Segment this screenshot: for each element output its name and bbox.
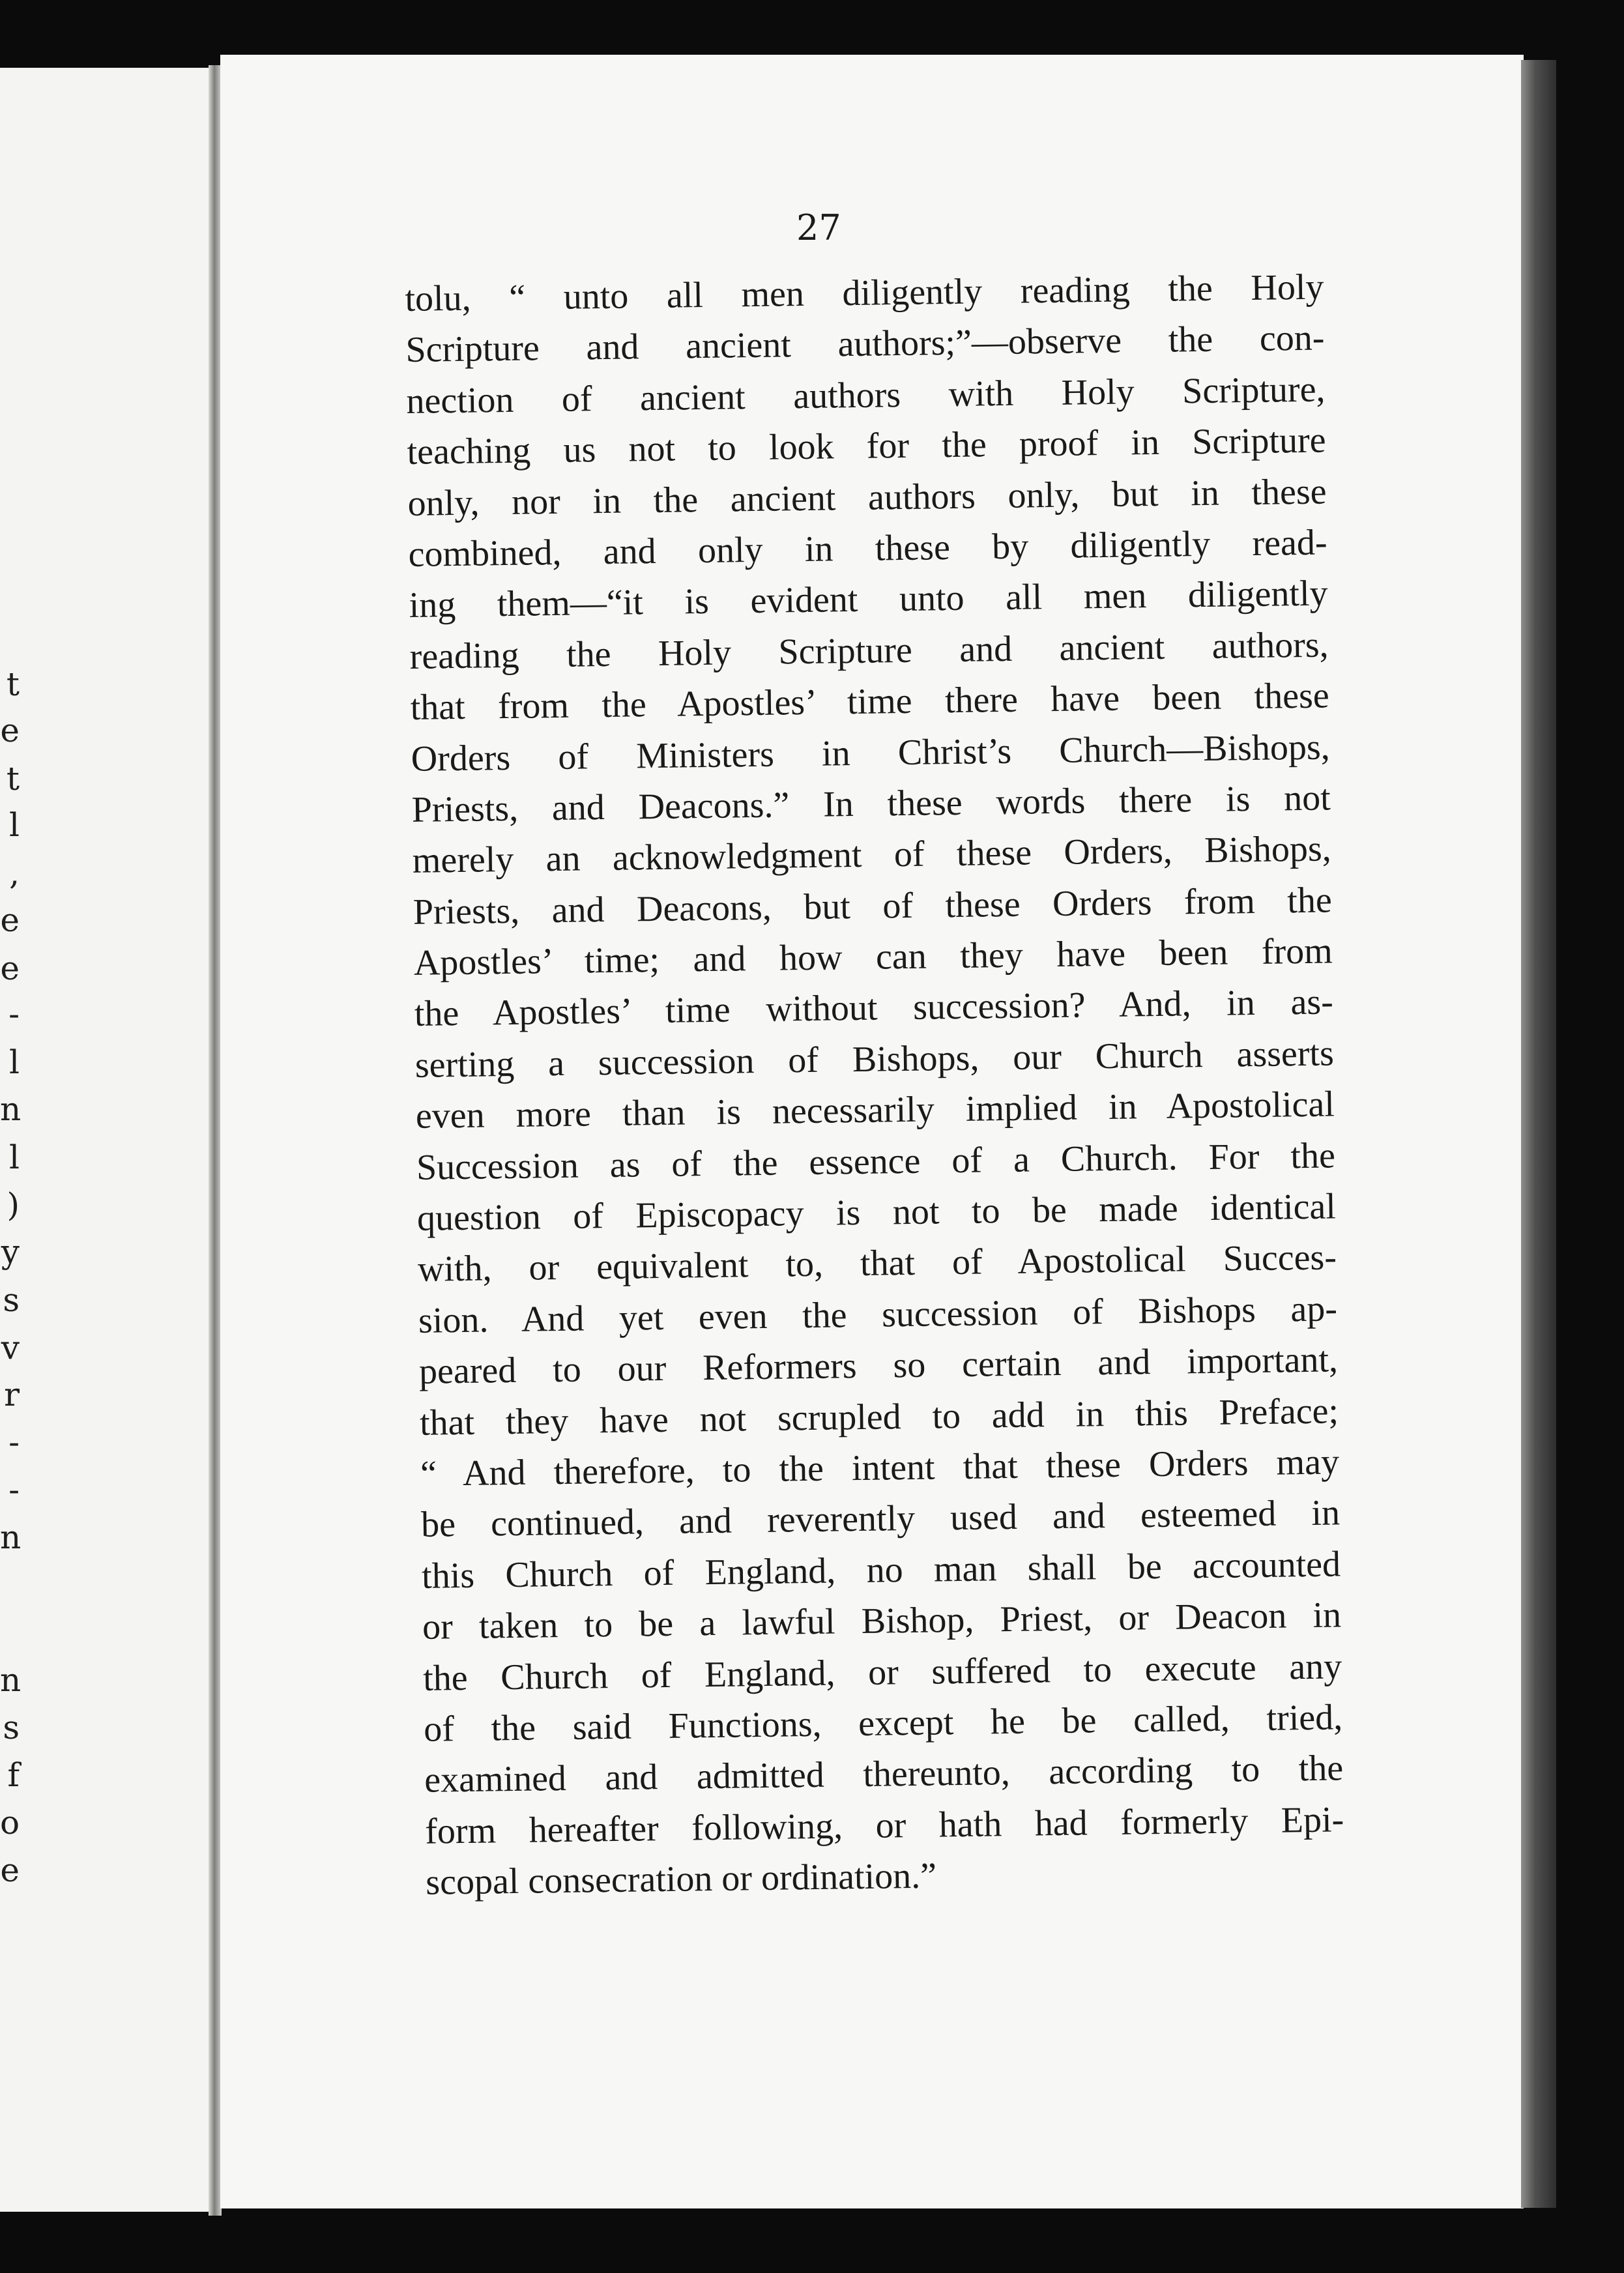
left-fragment: t [6,760,20,798]
text-line: reading the Holy Scripture and ancient authors, [409,624,1329,677]
text-line: Succession as of the essence of a Church. For the [416,1135,1336,1188]
text-line: tolu, “ unto all men diligently reading the Holy [405,267,1324,319]
text-line: this Church of England, no man shall be accounted [421,1544,1341,1597]
text-line: sion. And yet even the succession of Bishops ap- [418,1288,1338,1341]
text-line: of the said Functions, except he be called, tried, [423,1697,1343,1750]
text-line: even more than is necessarily implied in Apostolical [415,1084,1335,1137]
page-edge-shadow [1521,60,1556,2208]
text-line: Priests, and Deacons, but of these Orders from the [413,880,1333,933]
text-line: with, or equivalent to, that of Apostolical Succes- [417,1237,1337,1290]
left-fragment: n [0,1090,22,1128]
left-fragment: t [6,665,20,703]
left-fragment: ) [7,1186,20,1224]
text-line: that from the Apostles’ time there have been these [410,675,1330,729]
text-line: that they have not scrupled to add in this Preface; [419,1390,1339,1443]
text-line: question of Episcopacy is not to be made identical [416,1186,1337,1239]
text-line: Apostles’ time; and how can they have been from [413,931,1333,983]
book-gutter [209,65,222,2216]
left-fragment: e [0,1851,20,1889]
left-fragment: f [7,1756,20,1794]
text-line: the Apostles’ time without succession? And, in as- [414,981,1334,1035]
left-fragment: n [0,1518,22,1556]
text-line: merely an acknowledgment of these Orders, Bishops, [412,828,1332,882]
text-line: “ And therefore, to the intent that these Orders may [420,1441,1340,1494]
left-fragment: - [8,1423,20,1461]
left-fragment: l [9,1043,20,1081]
left-fragment: e [0,901,20,939]
left-fragment: - [8,1471,20,1509]
left-fragment: e [0,712,20,749]
left-page [0,68,215,2212]
left-fragment: r [4,1376,20,1413]
text-line: serting a succession of Bishops, our Church asserts [414,1033,1335,1086]
left-fragment: l [9,806,20,844]
left-fragment: - [8,995,20,1033]
page-number: 27 [796,207,841,248]
text-line: Scripture and ancient authors;”—observe the con- [405,317,1325,371]
text-line: scopal consecration or ordination.” [425,1855,937,1903]
text-line: peared to our Reformers so certain and important, [418,1339,1339,1393]
text-line: nection of ancient authors with Holy Scripture, [406,369,1326,422]
text-line: examined and admitted thereunto, according to the [424,1748,1344,1801]
text-line: Priests, and Deacons.” In these words there is not [411,777,1331,830]
text-line: teaching us not to look for the proof in Scripture [407,420,1326,473]
body-text [405,262,1345,1909]
text-line: Orders of Ministers in Christ’s Church—Bishops, [411,726,1331,779]
left-fragment: , [9,854,20,892]
text-line: ing them—“it is evident unto all men diligently [409,573,1328,626]
left-fragment: n [0,1661,22,1699]
text-line: the Church of England, or suffered to execute any [422,1645,1342,1699]
text-line: only, nor in the ancient authors only, but in these [407,471,1327,524]
left-fragment: e [0,949,20,987]
text-line: or taken to be a lawful Bishop, Priest, or Deacon in [422,1595,1342,1647]
left-fragment: v [1,1329,20,1367]
left-fragment: s [3,1709,20,1746]
text-line: combined, and only in these by diligently read- [408,522,1327,575]
left-fragment: y [1,1233,20,1271]
left-fragment: o [0,1804,20,1842]
text-line: be continued, and reverently used and esteemed in [420,1492,1341,1546]
text-line: form hereafter following, or hath had formerly Epi- [424,1799,1344,1852]
left-fragment: s [3,1281,20,1319]
left-fragment: l [9,1138,20,1176]
